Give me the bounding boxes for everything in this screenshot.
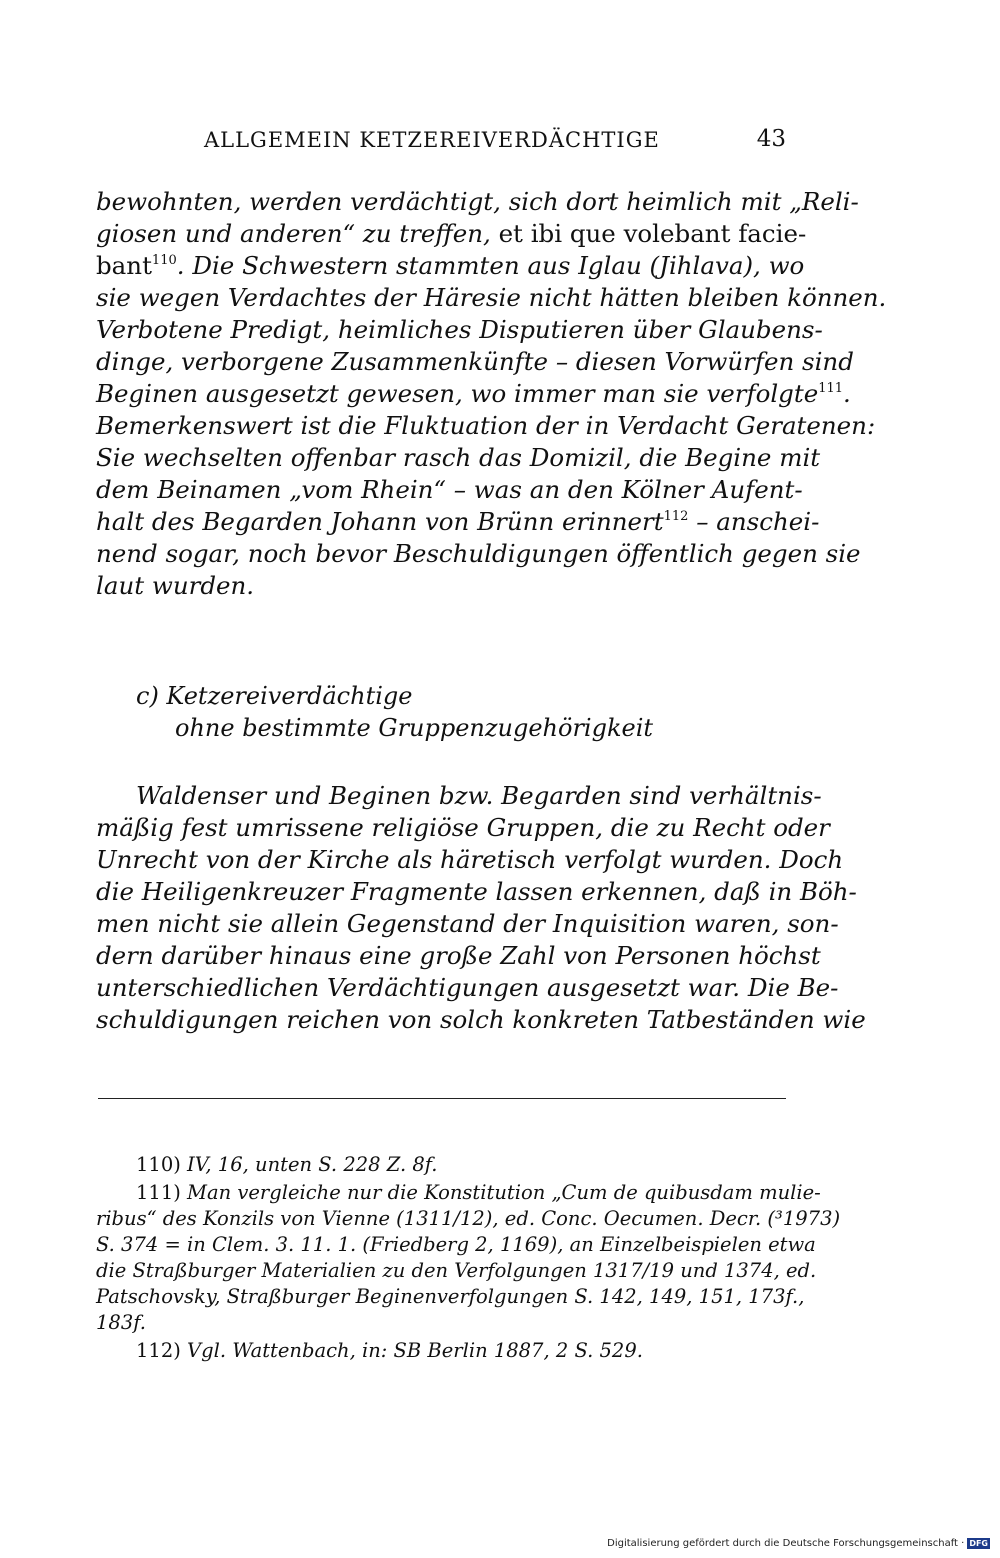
- footnote-ref: 112: [663, 509, 689, 524]
- text-line: schuldigungen reichen von solch konkreten Tatbeständen wie: [96, 1005, 866, 1034]
- text-line: dinge, verborgene Zusammenkünfte – diesen Vorwürfen sind: [96, 347, 854, 376]
- page-number: 43: [756, 126, 786, 152]
- text-line: Bemerkenswert ist die Fluktuation der in Verdacht Geratenen:: [96, 411, 876, 440]
- text-line: nend sogar, noch bevor Beschuldigungen öffentlich gegen sie: [96, 539, 861, 568]
- footnote-ref: 110: [151, 253, 177, 268]
- text-line: laut wurden.: [96, 571, 255, 600]
- text-line: halt des Begarden Johann von Brünn erinnert$^{112}$ – anschei-: [96, 507, 820, 536]
- text-line: dern darüber hinaus eine große Zahl von Personen höchst: [96, 941, 821, 970]
- footnote-rule: [98, 1098, 786, 1099]
- text-line: mäßig fest umrissene religiöse Gruppen, die zu Recht oder: [96, 813, 830, 842]
- text-line: dem Beinamen „vom Rhein“ – was an den Kölner Aufent-: [96, 475, 803, 504]
- digitization-footer: [607, 1538, 990, 1549]
- text-line: Beginen ausgesetzt gewesen, wo immer man sie verfolgte$^{111}$.: [96, 379, 851, 408]
- text-line: unterschiedlichen Verdächtigungen ausgesetzt war. Die Be-: [96, 973, 839, 1002]
- text-line: Waldenser und Beginen bzw. Begarden sind verhältnis-: [136, 781, 822, 810]
- footnote-111: 111) Man vergleiche nur die Konstitution „Cum de quibusdam mulie-: [136, 1181, 821, 1204]
- footnote-line: Patschovsky, Straßburger Beginenverfolgungen S. 142, 149, 151, 173f.,: [96, 1285, 805, 1308]
- footnote-line: ribus“ des Konzils von Vienne (1311/12), ed. Conc. Oecumen. Decr. (³1973): [96, 1207, 841, 1230]
- text-line: bewohnten, werden verdächtigt, sich dort heimlich mit „Reli-: [96, 187, 859, 216]
- text-line: sie wegen Verdachtes der Häresie nicht hätten bleiben können.: [96, 283, 887, 312]
- text-line: giosen und anderen“ zu treffen, et ibi que volebant facie-: [96, 219, 807, 248]
- text-line: Verbotene Predigt, heimliches Disputieren über Glaubens-: [96, 315, 823, 344]
- text-line: bant$^{110}$. Die Schwestern stammten aus Iglau (Jihlava), wo: [96, 251, 805, 280]
- footnote-110: 110) IV, 16, unten S. 228 Z. 8f.: [136, 1153, 438, 1176]
- text-line: Unrecht von der Kirche als häretisch verfolgt wurden. Doch: [96, 845, 844, 874]
- footnote-line: 183f.: [96, 1311, 146, 1334]
- running-title: ALLGEMEIN KETZEREIVERDÄCHTIGE: [204, 128, 660, 152]
- footnote-ref: 111: [818, 381, 844, 396]
- section-heading: c) Ketzereiverdächtige: [136, 682, 413, 710]
- footnote-line: die Straßburger Materialien zu den Verfolgungen 1317/19 und 1374, ed.: [96, 1259, 817, 1282]
- section-heading-subtitle: ohne bestimmte Gruppenzugehörigkeit: [175, 714, 654, 742]
- text-line: Sie wechselten offenbar rasch das Domizil, die Begine mit: [96, 443, 821, 472]
- text-line: men nicht sie allein Gegenstand der Inquisition waren, son-: [96, 909, 839, 938]
- footnote-112: 112) Vgl. Wattenbach, in: SB Berlin 1887, 2 S. 529.: [136, 1339, 643, 1362]
- dfg-logo: DFG: [969, 1539, 988, 1548]
- page-header: [204, 128, 786, 160]
- footer-text: Digitalisierung gefördert durch die Deutsche Forschungsgemeinschaft ·: [607, 1538, 965, 1549]
- footnote-line: S. 374 = in Clem. 3. 11. 1. (Friedberg 2, 1169), an Einzelbeispielen etwa: [96, 1233, 816, 1256]
- text-line: die Heiligenkreuzer Fragmente lassen erkennen, daß in Böh-: [96, 877, 857, 906]
